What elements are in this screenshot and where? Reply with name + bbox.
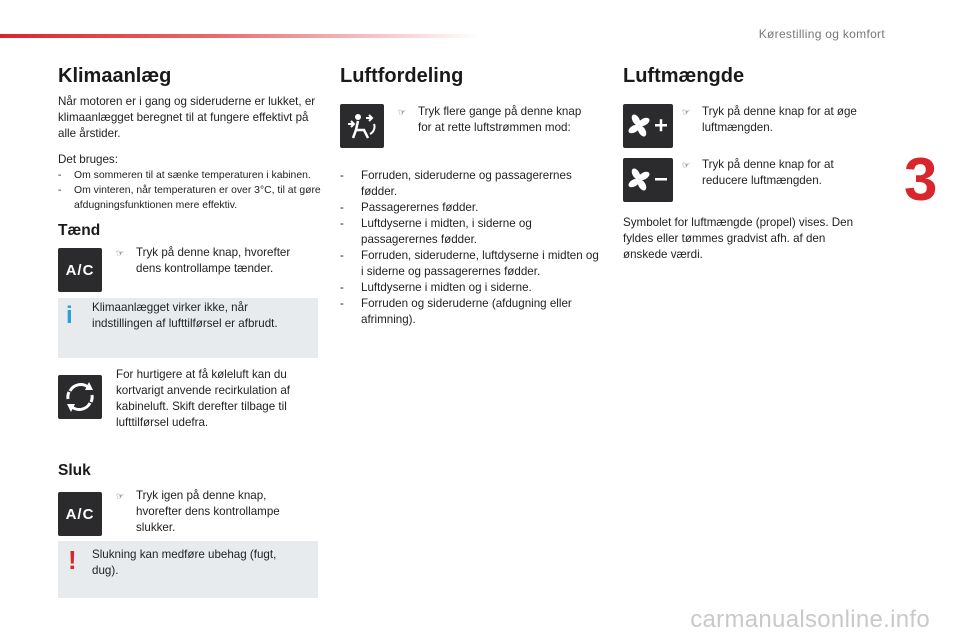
pointing-hand-icon: ☞ [116, 248, 125, 258]
recirc-text: For hurtigere at få køleluft kan du kortvarigt anvende recirkulation af kabineluft. Skift derefter tilbage til lufttilførsel udefra. [116, 368, 290, 429]
list-item: - Passagerernes fødder. [340, 200, 604, 216]
list-item: - Luftdyserne i midten, i siderne og passagerernes fødder. [340, 216, 604, 248]
sluk-instruction: ☞ Tryk igen på denne knap, hvorefter dens kontrollampe slukker. [116, 489, 280, 534]
info-note-text: Klimaanlægget virker ikke, når indstillingen af lufttilførsel er afbrudt. [92, 301, 278, 330]
pointing-hand-icon: ☞ [682, 107, 691, 117]
usage-item: - Om sommeren til at sænke temperaturen i kabinen. [58, 168, 322, 183]
list-item: - Luftdyserne i midten og i siderne. [340, 280, 604, 296]
list-item: - Forruden og sideruderne (afdugning eller afrimning). [340, 296, 604, 328]
warning-icon: ! [68, 545, 77, 575]
list-item: - Forruden, sideruderne og passagerernes fødder. [340, 168, 604, 200]
usage-label: Det bruges: [58, 153, 118, 166]
taend-heading: Tænd [58, 222, 101, 239]
list-item: - Forruden, sideruderne, luftdyserne i midten og i siderne og passagerernes fødder. [340, 248, 604, 280]
fan-plus-icon [623, 104, 673, 148]
sluk-heading: Sluk [58, 462, 91, 479]
luftfordeling-title: Luftfordeling [340, 65, 464, 87]
section-header: Kørestilling og komfort [758, 27, 885, 41]
ac-label: A/C [65, 505, 95, 523]
symbol-text: Symbolet for luftmængde (propel) vises. Den fyldes eller tømmes gradvist afh. af den ønskede værdi. [623, 216, 854, 261]
info-note [58, 298, 318, 358]
recirculation-icon [58, 375, 102, 419]
warning-note-text: Slukning kan medføre ubehag (fugt, dug). [92, 548, 277, 577]
air-distribution-icon [340, 104, 384, 148]
warning-note [58, 541, 318, 598]
decrease-instruction: ☞ Tryk på denne knap for at reducere luftmængden. [682, 158, 834, 187]
luftfordeling-instruction: ☞ Tryk flere gange på denne knap for at rette luftstrømmen mod: [398, 105, 582, 134]
ac-button-icon [58, 492, 102, 536]
top-accent-bar [0, 34, 480, 38]
fan-minus-icon [623, 158, 673, 202]
pointing-hand-icon: ☞ [682, 160, 691, 170]
ac-label: A/C [65, 261, 95, 279]
ac-button-icon [58, 248, 102, 292]
usage-list [58, 168, 322, 213]
distribution-modes-list [340, 168, 604, 328]
klimaanlaeg-title: Klimaanlæg [58, 65, 172, 87]
pointing-hand-icon: ☞ [398, 107, 407, 117]
klimaanlaeg-intro: Når motoren er i gang og sideruderne er lukket, er klimaanlægget beregnet til at fungere effektivt på alle årstider. [58, 95, 316, 140]
pointing-hand-icon: ☞ [116, 491, 125, 501]
info-icon: i [66, 302, 73, 329]
increase-instruction: ☞ Tryk på denne knap for at øge luftmængden. [682, 105, 857, 134]
watermark: carmanualsonline.info [690, 606, 930, 633]
taend-instruction: ☞ Tryk på denne knap, hvorefter dens kontrollampe tænder. [116, 246, 291, 275]
chapter-number: 3 [904, 146, 938, 213]
luftmaengde-title: Luftmængde [623, 65, 745, 87]
usage-item: - Om vinteren, når temperaturen er over 3°C, til at gøre afdugningsfunktionen mere effektiv. [58, 183, 322, 213]
